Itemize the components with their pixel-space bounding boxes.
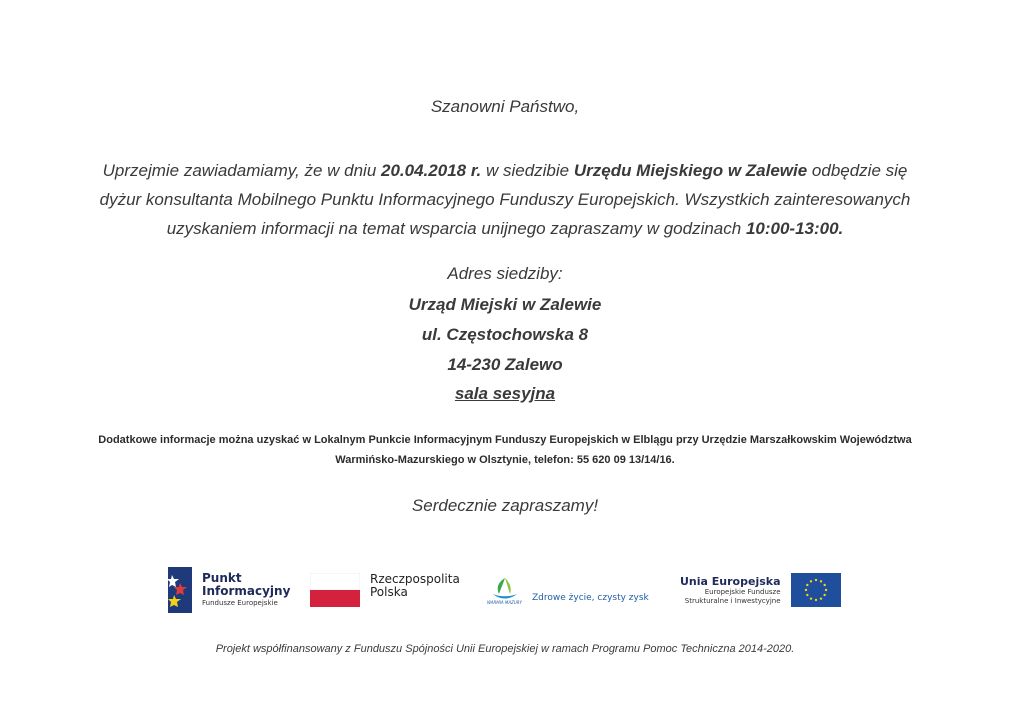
eu-flag-icon [791, 573, 841, 607]
eu-star-icon [814, 599, 816, 601]
event-hours: 10:00-13:00. [745, 219, 844, 238]
logo-rzeczpospolita-polska: Rzeczpospolita Polska [310, 566, 460, 614]
eu-star-icon [806, 594, 808, 596]
paragraph-line-3: uzyskaniem informacji na temat wsparcia unijnego zapraszamy w godzinach 10:00-13:00. [166, 219, 844, 238]
greeting: Szanowni Państwo, [430, 97, 580, 116]
paragraph-line-1: Uprzejmie zawiadamiamy, że w dniu 20.04.2018 r. w siedzibie Urzędu Miejskiego w Zalewie odbędzie się [102, 161, 908, 180]
warmia-mazury-emblem-icon [490, 576, 520, 602]
eu-star-icon [824, 589, 826, 591]
closing-line: Serdecznie zapraszamy! [411, 496, 599, 515]
logo-unia-europejska: Unia Europejska Europejskie Fundusze Strukturalne i Inwestycyjne [680, 566, 841, 614]
eu-star-icon [823, 584, 825, 586]
footer-note: Projekt współfinansowany z Funduszu Spójności Unii Europejskiej w ramach Programu Pomoc Techniczna 2014-2020. [215, 643, 795, 655]
fe-logo-icon [168, 567, 194, 613]
address-room: sala sesyjna [454, 384, 556, 403]
office-name: Urzędu Miejskiego w Zalewie [573, 161, 808, 180]
eu-star-icon [814, 579, 816, 581]
eu-star-icon [809, 580, 811, 582]
polish-flag-icon [310, 573, 360, 607]
address-name: Urząd Miejski w Zalewie [408, 295, 602, 314]
address-label: Adres siedziby: [447, 264, 563, 283]
logo-punkt-informacyjny: Punkt Informacyjny Fundusze Europejskie [168, 566, 290, 614]
eu-star-icon [823, 594, 825, 596]
address-city: 14-230 Zalewo [447, 355, 563, 374]
announcement-paragraph [0, 156, 1010, 243]
additional-info: Dodatkowe informacje można uzyskać w Lokalnym Punkcie Informacyjnym Funduszy Europejskich w Elblągu przy Urzędzie Marszałkowskim Województwa Warmińsko-Mazurskiego w Olsztynie, telefon: 55 620 09 13/14/16. [98, 434, 912, 466]
warmia-mazury-mark: WARMIA MAZURY [487, 599, 522, 605]
address-street: ul. Częstochowska 8 [421, 325, 589, 344]
eu-star-icon [819, 597, 821, 599]
eu-star-icon [809, 597, 811, 599]
event-date: 20.04.2018 r. [381, 161, 482, 180]
eu-star-icon [806, 584, 808, 586]
logo-warmia-mazury: WARMIA MAZURY Zdrowe życie, czysty zysk [487, 566, 649, 614]
eu-star-icon [804, 589, 806, 591]
paragraph-line-2: dyżur konsultanta Mobilnego Punktu Informacyjnego Funduszy Europejskich. Wszystkich zainteresowanych [99, 190, 911, 209]
eu-star-icon [819, 580, 821, 582]
